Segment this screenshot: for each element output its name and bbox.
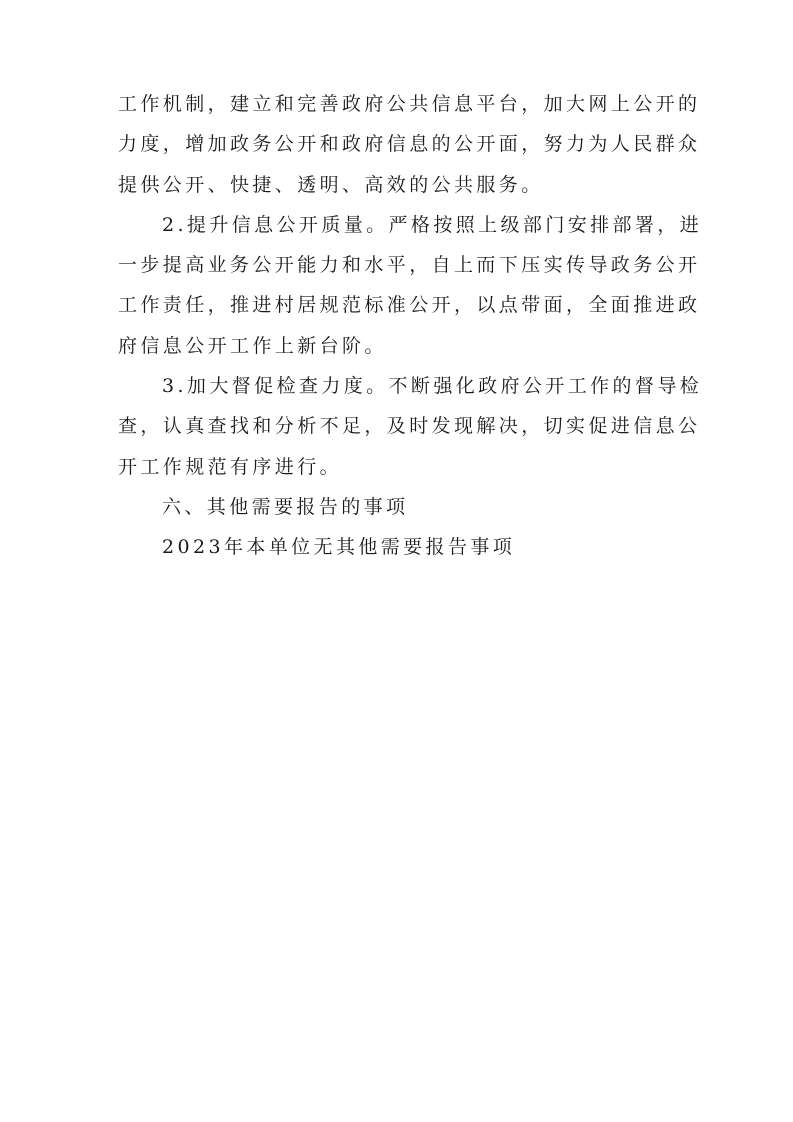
- text-line: 工作责任，推进村居规范标准公开，以点带面，全面推进政: [118, 294, 701, 317]
- section-heading-6: 六、其他需要报告的事项: [162, 495, 409, 518]
- text-line: 府信息公开工作上新台阶。: [118, 334, 387, 357]
- text-line: 开工作规范有序进行。: [118, 455, 343, 478]
- text-line: 一步提高业务公开能力和水平，自上而下压实传导政务公开: [118, 254, 701, 277]
- text-line: 力度，增加政务公开和政府信息的公开面，努力为人民群众: [118, 133, 701, 156]
- paragraph-item-3-first-line: 3.加大督促检查力度。不断强化政府公开工作的督导检: [162, 375, 703, 398]
- text-line: 查，认真查找和分析不足，及时发现解决，切实促进信息公: [118, 415, 701, 438]
- text-line: 工作机制，建立和完善政府公共信息平台，加大网上公开的: [118, 93, 701, 115]
- document-body: [118, 84, 703, 568]
- section-6-content: 2023年本单位无其他需要报告事项: [162, 536, 516, 559]
- text-line: 提供公开、快捷、透明、高效的公共服务。: [118, 173, 544, 196]
- paragraph-item-2-first-line: 2.提升信息公开质量。严格按照上级部门安排部署，进: [162, 213, 703, 236]
